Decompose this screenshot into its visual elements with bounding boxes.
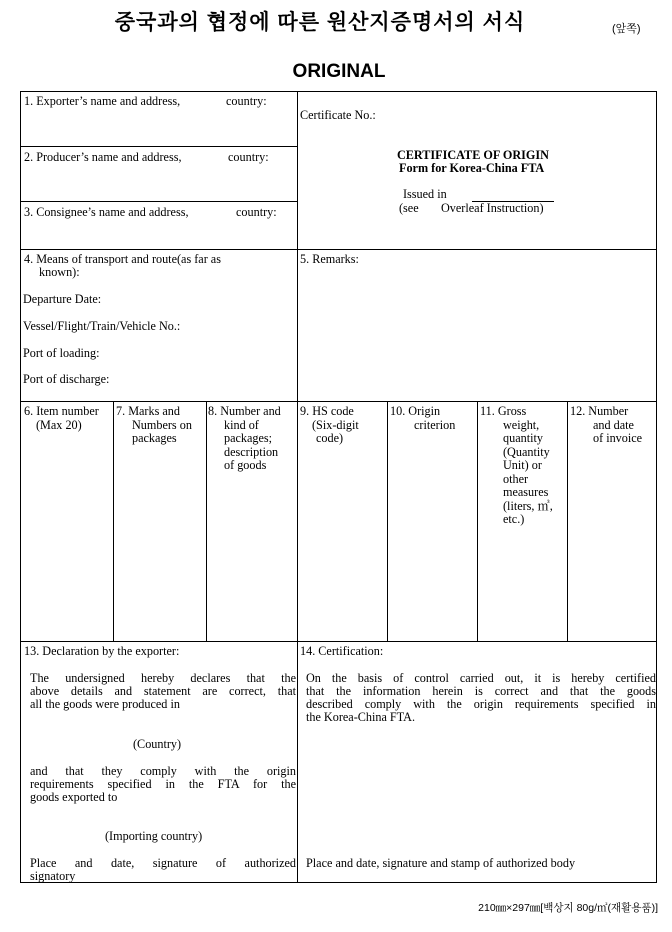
signature-label: Place and date, signature of authorized xyxy=(30,856,296,870)
divider-col7 xyxy=(113,401,114,641)
declaration-heading: 13. Declaration by the exporter: xyxy=(24,644,180,658)
certificate-form xyxy=(20,91,657,883)
declaration-text-line: goods exported to xyxy=(30,790,118,804)
col-item-number-line: Item number xyxy=(36,404,99,418)
col-origin-criterion-line: criterion xyxy=(414,417,456,432)
declaration-text-line: requirements specified in the FTA for the xyxy=(30,777,296,791)
col-origin-criterion xyxy=(390,405,455,432)
col-item-number-line: (Max 20) xyxy=(36,417,82,432)
exporter-label: 1. Exporter’s name and address, xyxy=(24,94,181,108)
col-marks-line: Numbers on xyxy=(132,417,192,432)
declaration-text-line: The undersigned hereby declares that the xyxy=(30,671,296,685)
col-number-kind-line: of goods xyxy=(224,458,267,472)
exporter-country-label: country: xyxy=(226,94,267,108)
overleaf-instruction: Overleaf Instruction) xyxy=(441,201,544,215)
col-number-kind xyxy=(208,405,281,473)
front-side-label: (앞쪽) xyxy=(612,23,641,35)
paper-spec-footer: 210㎜×297㎜[백상지 80g/㎡(재활용품)] xyxy=(478,902,658,914)
col-hs-code xyxy=(300,405,359,446)
col-marks xyxy=(116,405,192,446)
certification-text-line: described comply with the origin requirements specified in xyxy=(306,697,656,711)
col-hs-code-line: code) xyxy=(316,431,344,445)
col-gross-weight xyxy=(480,405,553,527)
col-marks-num: 7. xyxy=(116,404,126,418)
divider-col8 xyxy=(206,401,207,641)
col-item-number-num: 6. xyxy=(24,404,34,418)
divider-box4 xyxy=(21,401,656,402)
col-marks-line: Marks and xyxy=(128,404,180,418)
declaration-text-line: above details and statement are correct, that xyxy=(30,684,296,698)
col-item-number xyxy=(24,405,99,432)
certification-signature-label: Place and date, signature and stamp of authorized body xyxy=(306,856,576,870)
transport-label-cont: known): xyxy=(39,265,80,279)
issued-in-label: Issued in xyxy=(403,187,447,201)
divider-col11 xyxy=(477,401,478,641)
col-gross-weight-line: etc.) xyxy=(503,512,525,526)
signature-label-cont: signatory xyxy=(30,869,76,883)
divider-center xyxy=(297,92,298,882)
consignee-country-label: country: xyxy=(236,205,277,219)
port-discharge-label: Port of discharge: xyxy=(23,372,110,386)
original-label: ORIGINAL xyxy=(292,61,386,82)
departure-date-label: Departure Date: xyxy=(23,292,102,306)
col-number-kind-num: 8. xyxy=(208,404,218,418)
vessel-label: Vessel/Flight/Train/Vehicle No.: xyxy=(23,319,181,333)
certification-text-line: On the basis of control carried out, it is hereby certified xyxy=(306,671,656,685)
producer-label: 2. Producer’s name and address, xyxy=(24,150,182,164)
see-note: (see xyxy=(399,201,419,215)
col-hs-code-line: HS code xyxy=(312,404,354,418)
certification-text-line: that the information herein is correct and that the goods xyxy=(306,684,656,698)
certification-text-line: the Korea-China FTA. xyxy=(306,710,416,724)
divider-box2 xyxy=(21,201,297,202)
certificate-form-subtitle: Form for Korea-China FTA xyxy=(399,161,545,175)
col-invoice xyxy=(570,405,642,446)
remarks-label: 5. Remarks: xyxy=(300,252,359,266)
col-invoice-line: Number xyxy=(588,404,629,418)
col-hs-code-num: 9. xyxy=(300,404,310,418)
divider-goods xyxy=(21,641,656,642)
divider-col10 xyxy=(387,401,388,641)
col-number-kind-line: kind of xyxy=(224,417,259,432)
col-gross-weight-line: (liters, ㎥, xyxy=(503,498,553,513)
page-title: 중국과의 협정에 따른 원산지증명서의 서식 xyxy=(114,11,526,34)
col-gross-weight-line: (Quantity xyxy=(503,444,550,459)
col-marks-line: packages xyxy=(132,431,177,445)
col-gross-weight-num: 11. xyxy=(480,404,495,418)
col-number-kind-line: packages; xyxy=(224,431,273,445)
transport-label: 4. Means of transport and route(as far as xyxy=(24,252,221,266)
certificate-number-label: Certificate No.: xyxy=(300,108,376,122)
port-loading-label: Port of loading: xyxy=(23,346,100,360)
col-gross-weight-line: quantity xyxy=(503,431,543,445)
importing-country-label: (Importing country) xyxy=(105,829,203,843)
col-number-kind-line: description xyxy=(224,444,279,459)
col-invoice-num: 12. xyxy=(570,404,586,418)
producer-country-label: country: xyxy=(228,150,269,164)
declaration-text-line: all the goods were produced in xyxy=(30,697,180,711)
declaration-text-line: and that they comply with the origin xyxy=(30,764,296,778)
consignee-label: 3. Consignee’s name and address, xyxy=(24,205,189,219)
col-gross-weight-line: other xyxy=(503,471,529,486)
col-origin-criterion-num: 10. xyxy=(390,404,406,418)
col-gross-weight-line: Gross xyxy=(497,404,527,418)
col-hs-code-line: (Six-digit xyxy=(312,417,359,432)
col-invoice-line: of invoice xyxy=(593,431,643,445)
divider-box3 xyxy=(21,249,656,250)
col-gross-weight-line: Unit) or xyxy=(503,458,542,472)
certificate-title: CERTIFICATE OF ORIGIN xyxy=(397,148,549,162)
col-gross-weight-line: weight, xyxy=(503,417,540,432)
col-number-kind-line: Number and xyxy=(220,404,281,418)
country-label: (Country) xyxy=(133,737,182,751)
col-invoice-line: and date xyxy=(593,417,634,432)
divider-box1 xyxy=(21,146,297,147)
certification-heading: 14. Certification: xyxy=(300,644,384,658)
divider-col12 xyxy=(567,401,568,641)
col-origin-criterion-line: Origin xyxy=(408,404,441,418)
col-gross-weight-line: measures xyxy=(503,485,549,499)
